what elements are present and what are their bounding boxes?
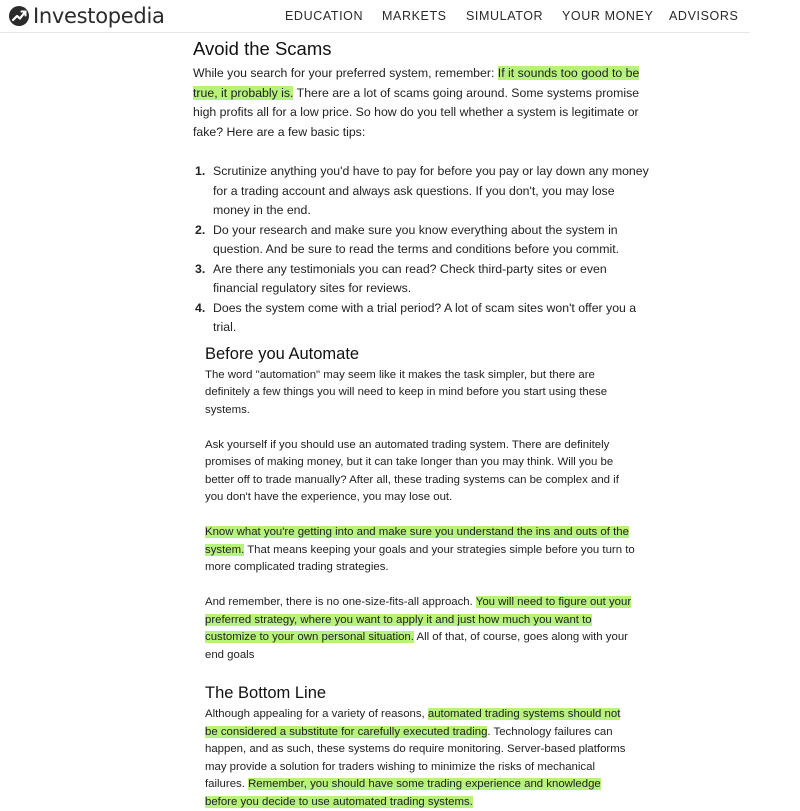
highlighted-text: Know what you're getting into and make sure you understand the ins and outs of the system. (205, 526, 629, 556)
highlighted-text: automated trading systems should not be considered a substitute for carefully executed trading (205, 708, 620, 738)
list-item-text: Are there any testimonials you can read? Check third-party sites or even financial regulatory sites for reviews. (207, 260, 653, 299)
highlighted-text-final: Remember, you should have some trading experience and knowledge before you decide to use automated trading systems. (205, 778, 601, 808)
list-item (197, 221, 653, 260)
scams-intro (193, 64, 653, 142)
nav-your-money[interactable]: YOUR MONEY (562, 9, 653, 23)
section-heading-bottom-line: The Bottom Line (205, 683, 635, 703)
list-number: 4. (195, 299, 205, 319)
article-body (193, 38, 653, 811)
paragraph-text: That means keeping your goals and your strategies simple before you turn to more complicated trading strategies. (205, 544, 635, 574)
list-number: 3. (195, 260, 205, 280)
list-item (197, 162, 653, 221)
site-header (0, 0, 750, 33)
intro-text-continued: There are a lot of scams going around. Some systems promise high profits all for a low price. So how do you tell whether a system is legitimate or fake? Here are a few basic tips: (193, 86, 639, 139)
list-number: 2. (195, 221, 205, 241)
list-item (197, 299, 653, 338)
nav-advisors[interactable]: ADVISORS (669, 9, 738, 23)
paragraph-text: And remember, there is no one-size-fits-all approach. (205, 596, 476, 608)
paragraph-text: Although appealing for a variety of reasons, (205, 708, 428, 720)
list-item-text: Do your research and make sure you know everything about the system in question. And be sure to read the terms and conditions before you commit. (207, 221, 653, 260)
automate-paragraph-4 (205, 594, 635, 664)
bottom-line-paragraph (205, 706, 635, 811)
nav-markets[interactable]: MARKETS (382, 9, 447, 23)
intro-text: While you search for your preferred system, remember: (193, 66, 498, 80)
highlighted-text: You will need to figure out your preferred strategy, where you want to apply it and just how much you want to customize to your own personal situation. (205, 596, 631, 643)
automate-paragraph-1: The word "automation" may seem like it makes the task simpler, but there are definitely a few things you will need to keep in mind before you start using these systems. (205, 367, 635, 420)
list-item (197, 260, 653, 299)
list-item-text: Scrutinize anything you'd have to pay for before you pay or lay down any money for a trading account and always ask questions. If you don't, you may lose money in the end. (207, 162, 653, 221)
tips-list (193, 162, 653, 338)
automate-paragraph-2: Ask yourself if you should use an automated trading system. There are definitely promises of making money, but it can take longer than you may think. Will you be better off to trade manually? After all, these trading systems can be complex and if you don't have the experience, you may lose out. (205, 437, 635, 507)
main-nav (0, 9, 750, 25)
list-number: 1. (195, 162, 205, 182)
highlighted-text: If it sounds too good to be true, it probably is. (193, 66, 639, 100)
nav-simulator[interactable]: SIMULATOR (466, 9, 543, 23)
nav-education[interactable]: EDUCATION (285, 9, 363, 23)
paragraph-text-middle: . Technology failures can happen, and as such, these systems do require monitoring. Server-based platforms may provide a solution for traders wishing to minimize the risks of mechanical failures. (205, 726, 625, 791)
subsection-automate (205, 344, 635, 811)
brand-name: Investopedia (33, 4, 165, 28)
section-heading-scams: Avoid the Scams (193, 38, 653, 60)
paragraph-text-continued: All of that, of course, goes along with your end goals (205, 631, 628, 661)
automate-paragraph-3 (205, 524, 635, 577)
list-item-text: Does the system come with a trial period? A lot of scam sites won't offer you a trial. (207, 299, 653, 338)
section-heading-automate: Before you Automate (205, 344, 635, 364)
